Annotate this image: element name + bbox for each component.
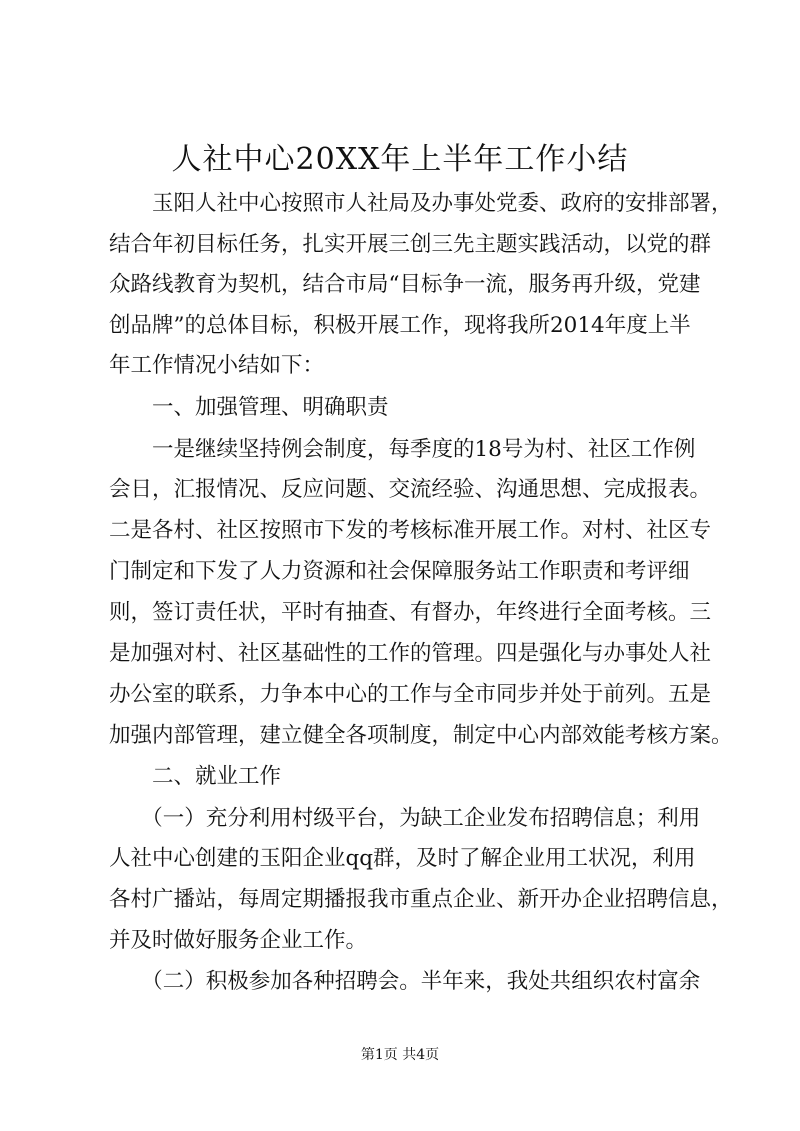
paragraph-line: 则，签订责任状，平时有抽查、有督办，年终进行全面考核。三 xyxy=(109,600,712,625)
page-footer: 第1页 共4页 xyxy=(360,1047,440,1063)
section-heading: 一、加强管理、明确职责 xyxy=(109,395,389,420)
paragraph-line: 各村广播站，每周定期播报我市重点企业、新开办企业招聘信息， xyxy=(109,887,733,912)
paragraph-line: 一是继续坚持例会制度，每季度的18号为村、社区工作例 xyxy=(109,437,696,462)
section-heading: 二、就业工作 xyxy=(109,764,282,789)
paragraph-line: 玉阳人社中心按照市人社局及办事处党委、政府的安排部署， xyxy=(109,191,733,216)
paragraph-line: 众路线教育为契机，结合市局“目标争一流，服务再升级，党建 xyxy=(109,272,701,297)
document-title: 人社中心20XX年上半年工作小结 xyxy=(171,142,629,177)
paragraph-line: 二是各村、社区按照市下发的考核标准开展工作。对村、社区专 xyxy=(109,518,712,543)
paragraph-line: 加强内部管理，建立健全各项制度，制定中心内部效能考核方案。 xyxy=(109,723,733,748)
paragraph-line: 门制定和下发了人力资源和社会保障服务站工作职责和考评细 xyxy=(109,559,690,584)
paragraph-line: 人社中心创建的玉阳企业qq群，及时了解企业用工状况，利用 xyxy=(109,846,696,871)
paragraph-line: 是加强对村、社区基础性的工作的管理。四是强化与办事处人社 xyxy=(109,641,712,666)
paragraph-line: （二）积极参加各种招聘会。半年来，我处共组织农村富余 xyxy=(109,969,701,994)
paragraph-line: 创品牌”的总体目标，积极开展工作，现将我所2014年度上半 xyxy=(109,313,691,338)
paragraph-line: 年工作情况小结如下： xyxy=(109,353,325,378)
paragraph-line: 结合年初目标任务，扎实开展三创三先主题实践活动，以党的群 xyxy=(109,232,712,257)
paragraph-line: 会日，汇报情况、反应问题、交流经验、沟通思想、完成报表。 xyxy=(109,477,712,502)
paragraph-line: 并及时做好服务企业工作。 xyxy=(109,928,368,953)
paragraph-line: （一）充分利用村级平台，为缺工企业发布招聘信息；利用 xyxy=(109,806,701,831)
paragraph-line: 办公室的联系，力争本中心的工作与全市同步并处于前列。五是 xyxy=(109,682,712,707)
